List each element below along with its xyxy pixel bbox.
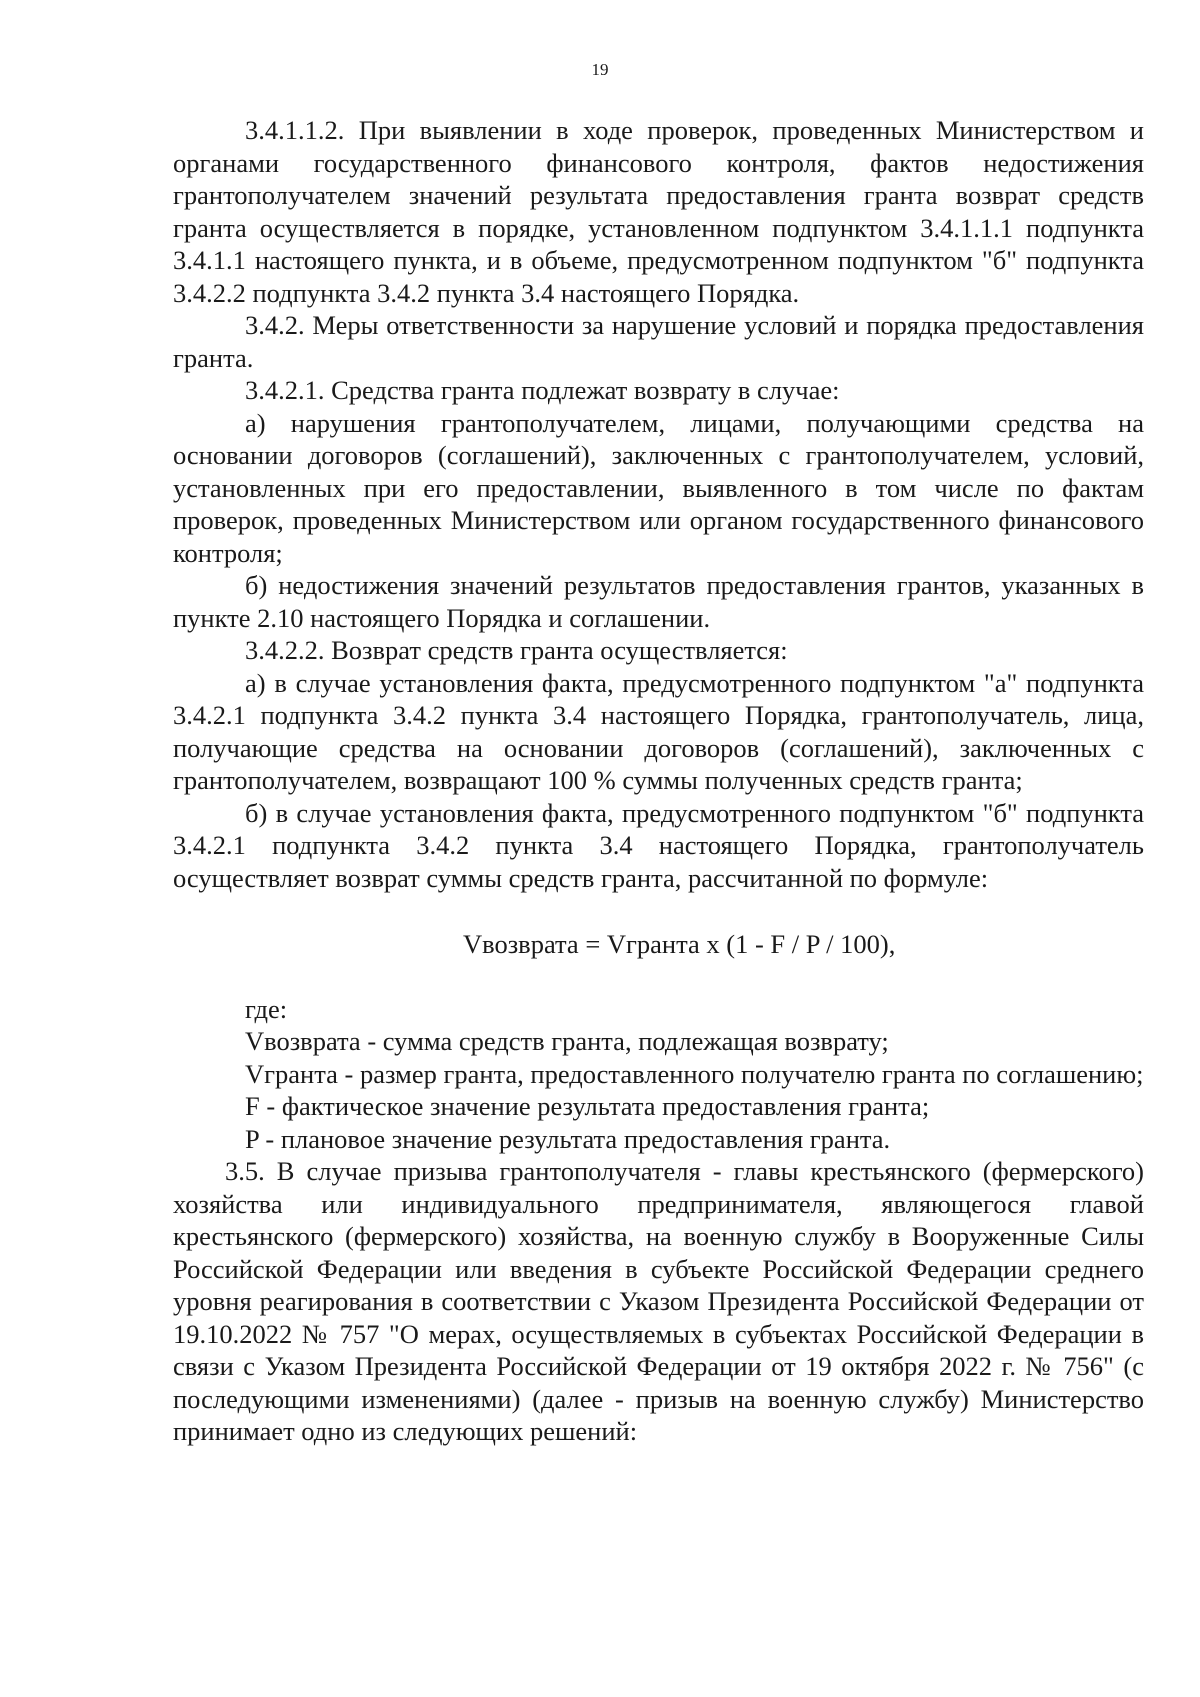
definition-where: где: — [245, 993, 288, 1024]
paragraph-3-5: 3.5. В случае призыва грантополучателя - главы крестьянского (фермерского) хозяйства или индивидуального предпринимателя, являющегося главой крестьянского (фермерского) хозяйства, на военную службу в Вооруженные Силы Российской Федерации или введения в субъекте Российской Федерации среднего уровня реагирования в соответствии с Указом Президента Российской Федерации от 19.10.2022 № 757 "О мерах, осуществляемых в субъектах Российской Федерации в связи с Указом Президента Российской Федерации от 19 октября 2022 г. № 756" (с последующими изменениями) (далее - призыв на военную службу) Министерство принимает одно из следующих решений: — [173, 1156, 1144, 1446]
paragraph-3-4-2-2-a: а) в случае установления факта, предусмотренного подпунктом "а" подпункта 3.4.2.1 подпункта 3.4.2 пункта 3.4 настоящего Порядка, грантополучатель, лица, получающие средства на основании договоров (соглашений), заключенных с грантополучателем, возвращают 100 % суммы полученных средств гранта; — [173, 667, 1144, 795]
formula: Vвозврата = Vгранта x (1 - F / P / 100), — [463, 929, 896, 959]
definition-p: P - плановое значение результата предоставления гранта. — [245, 1123, 891, 1154]
definition-f: F - фактическое значение результата предоставления гранта; — [245, 1091, 930, 1121]
page-number: 19 — [591, 60, 609, 79]
paragraph-3-4-2-1-a: а) нарушения грантополучателем, лицами, получающими средства на основании договоров (соглашений), заключенных с грантополучателем, условий, установленных при его предоставлении, выявленного в том числе по фактам проверок, проведенных Министерством или органом государственного финансового контроля; — [173, 407, 1144, 568]
paragraph-3-4-2-2: 3.4.2.2. Возврат средств гранта осуществляется: — [245, 635, 788, 665]
definition-v-return: Vвозврата - сумма средств гранта, подлежащая возврату; — [245, 1026, 889, 1056]
paragraph-3-4-1-1-2: 3.4.1.1.2. При выявлении в ходе проверок, проведенных Министерством и органами государственного финансового контроля, фактов недостижения грантополучателем значений результата предоставления гранта возврат средств гранта осуществляется в порядке, установленном подпунктом 3.4.1.1.1 подпункта 3.4.1.1 настоящего пункта, и в объеме, предусмотренном подпунктом "б" подпункта 3.4.2.2 подпункта 3.4.2 пункта 3.4 настоящего Порядка. — [173, 115, 1144, 308]
document-body — [173, 114, 1144, 1448]
paragraph-3-4-2: 3.4.2. Меры ответственности за нарушение условий и порядка предоставления гранта. — [173, 310, 1144, 373]
paragraph-3-4-2-1: 3.4.2.1. Средства гранта подлежат возврату в случае: — [245, 375, 840, 405]
definition-v-grant: Vгранта - размер гранта, предоставленного получателю гранта по соглашению; — [245, 1058, 1144, 1089]
paragraph-3-4-2-2-b: б) в случае установления факта, предусмотренного подпунктом "б" подпункта 3.4.2.1 подпункта 3.4.2 пункта 3.4 настоящего Порядка, грантополучатель осуществляет возврат суммы средств гранта, рассчитанной по формуле: — [173, 797, 1144, 893]
paragraph-3-4-2-1-b: б) недостижения значений результатов предоставления грантов, указанных в пункте 2.10 настоящего Порядка и соглашении. — [173, 570, 1144, 633]
